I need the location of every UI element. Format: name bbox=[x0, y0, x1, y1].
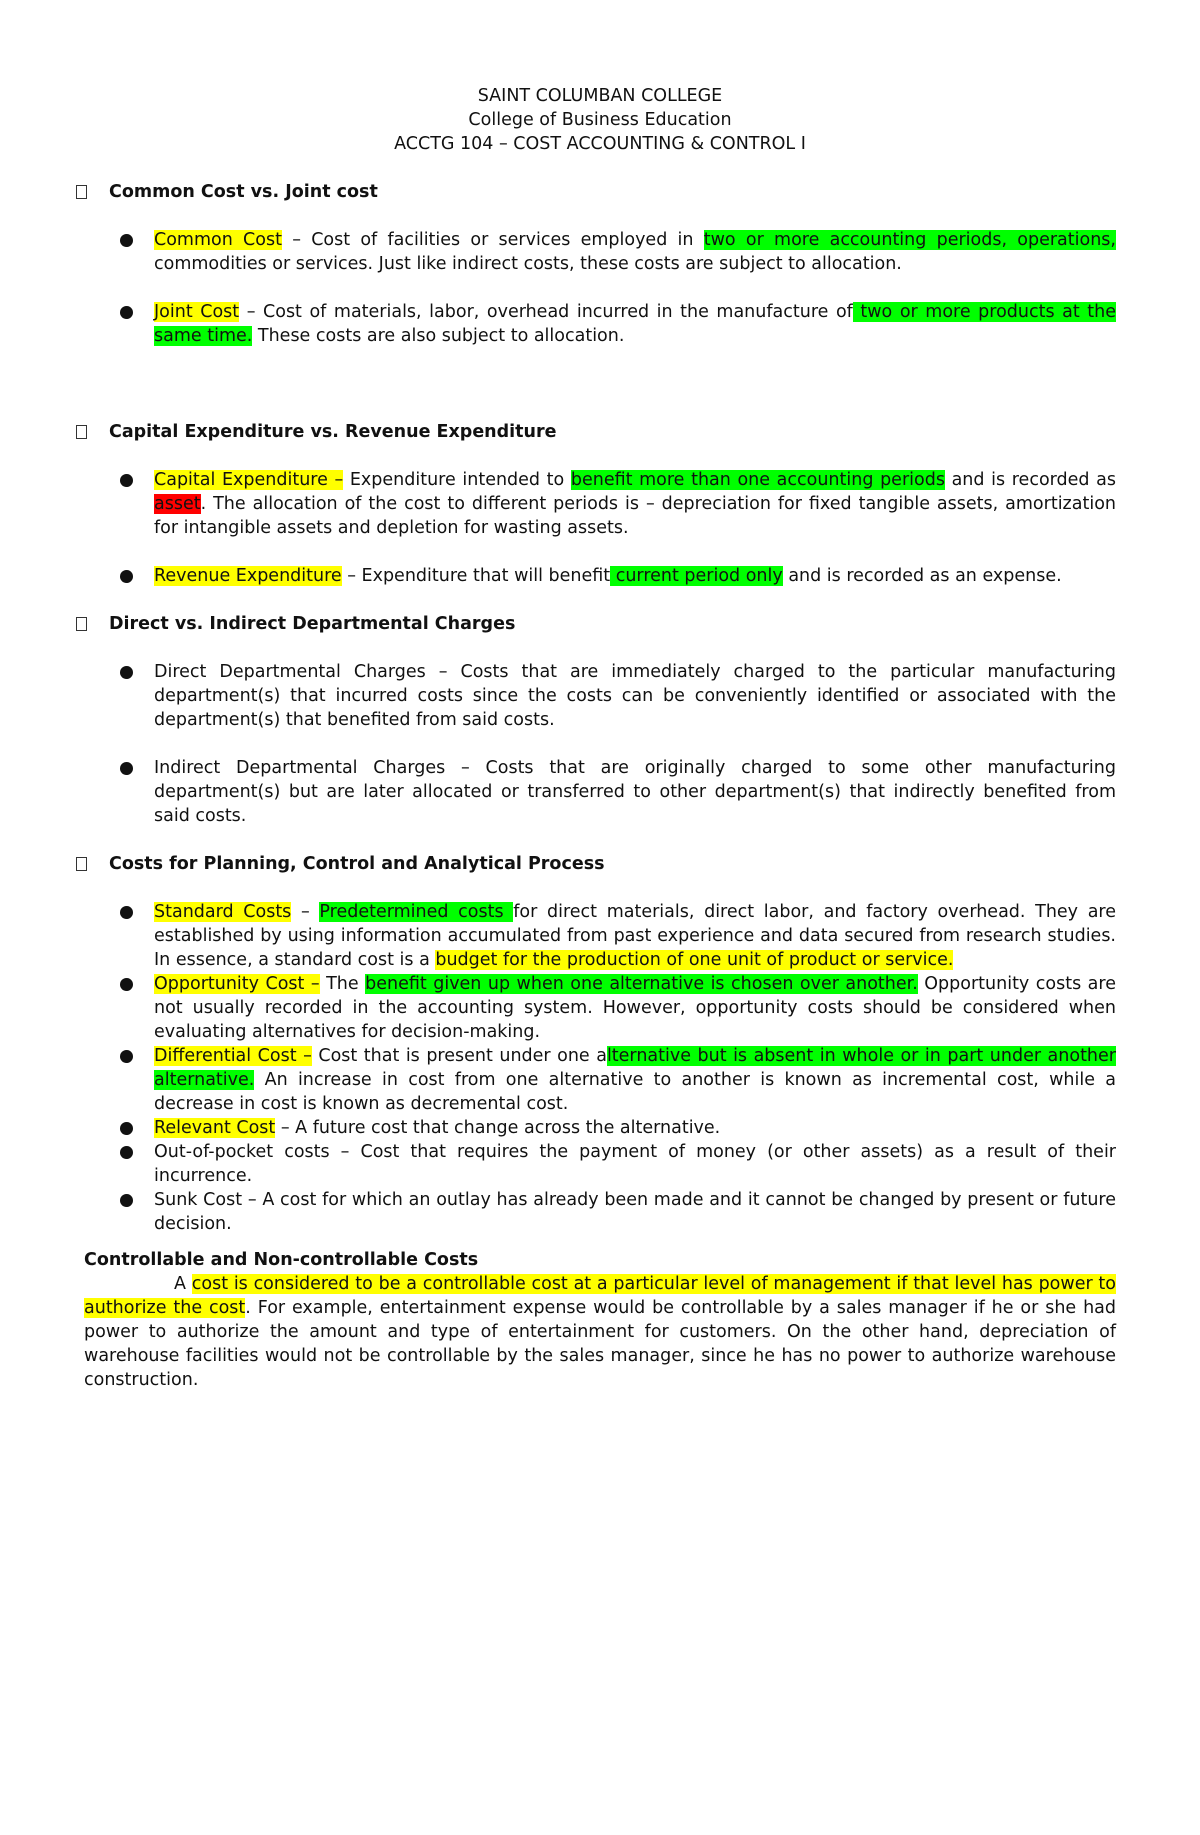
controllable-paragraph: A cost is considered to be a controllable cost at a particular level of management if that level has power to authorize the cost. For example, entertainment expense would be controllable by a sales manager if he or she had power to authorize the amount and type of entertainment for customers. On the other hand, depreciation of warehouse facilities would not be controllable by the sales manager, since he has no power to authorize warehouse construction. bbox=[84, 1274, 1116, 1390]
list-item: Capital Expenditure – Expenditure intended to benefit more than one accounting periods and is recorded as asset. The allocation of the cost to different periods is – depreciation for fixed tangible assets, amortization for intangible assets and depletion for wasting assets. bbox=[154, 470, 1116, 538]
section-common-joint bbox=[84, 180, 1116, 348]
section-title: Capital Expenditure vs. Revenue Expenditure bbox=[76, 420, 1116, 444]
section-title: Common Cost vs. Joint cost bbox=[76, 180, 1116, 204]
section-controllable bbox=[84, 1248, 1116, 1392]
list-item: Differential Cost – Cost that is present under one alternative but is absent in whole or in part under another alternative. An increase in cost from one alternative to another is known as incremental cost, while a decrease in cost is known as decremental cost. bbox=[154, 1046, 1116, 1114]
list-item: Standard Costs – Predetermined costs for direct materials, direct labor, and factory overhead. They are established by using information accumulated from past experience and data secured from research studies. In essence, a standard cost is a budget for the production of one unit of product or service. bbox=[154, 902, 1117, 970]
list-item: Direct Departmental Charges – Costs that are immediately charged to the particular manufacturing department(s) that incurred costs since the costs can be conveniently identified or associated with the department(s) that benefited from said costs. bbox=[154, 662, 1116, 730]
section-capital-revenue bbox=[84, 420, 1116, 588]
list-item: Joint Cost – Cost of materials, labor, overhead incurred in the manufacture of two or more products at the same time. These costs are also subject to allocation. bbox=[154, 302, 1116, 346]
section-marker-icon bbox=[76, 857, 87, 871]
list-item: Sunk Cost – A cost for which an outlay has already been made and it cannot be changed by present or future decision. bbox=[154, 1190, 1116, 1234]
school-name: SAINT COLUMBAN COLLEGE bbox=[477, 86, 723, 106]
section-marker-icon bbox=[76, 185, 87, 199]
section-marker-icon bbox=[76, 617, 87, 631]
college-name: College of Business Education bbox=[468, 110, 732, 130]
list-item: Common Cost – Cost of facilities or services employed in two or more accounting periods, operations, commodities or services. Just like indirect costs, these costs are subject to allocation. bbox=[154, 230, 1116, 274]
section-title: Direct vs. Indirect Departmental Charges bbox=[76, 612, 1116, 636]
section-marker-icon bbox=[76, 425, 87, 439]
list-item: Out-of-pocket costs – Cost that requires the payment of money (or other assets) as a result of their incurrence. bbox=[154, 1142, 1116, 1186]
list-item: Revenue Expenditure – Expenditure that will benefit current period only and is recorded as an expense. bbox=[154, 564, 1116, 588]
section-departmental-charges bbox=[84, 612, 1116, 828]
section-planning-control bbox=[84, 852, 1116, 1236]
list-item: Indirect Departmental Charges – Costs that are originally charged to some other manufacturing department(s) but are later allocated or transferred to other department(s) that indirectly benefited from said costs. bbox=[154, 758, 1116, 826]
course-title: ACCTG 104 – COST ACCOUNTING & CONTROL I bbox=[394, 134, 806, 154]
section-heading: Controllable and Non-controllable Costs bbox=[84, 1250, 479, 1270]
section-title: Costs for Planning, Control and Analytical Process bbox=[76, 852, 1116, 876]
list-item: Opportunity Cost – The benefit given up when one alternative is chosen over another. Opportunity costs are not usually recorded in the accounting system. However, opportunity costs should be considered when evaluating alternatives for decision-making. bbox=[154, 974, 1116, 1042]
list-item: Relevant Cost – A future cost that change across the alternative. bbox=[154, 1116, 1116, 1140]
document-header bbox=[84, 84, 1116, 156]
